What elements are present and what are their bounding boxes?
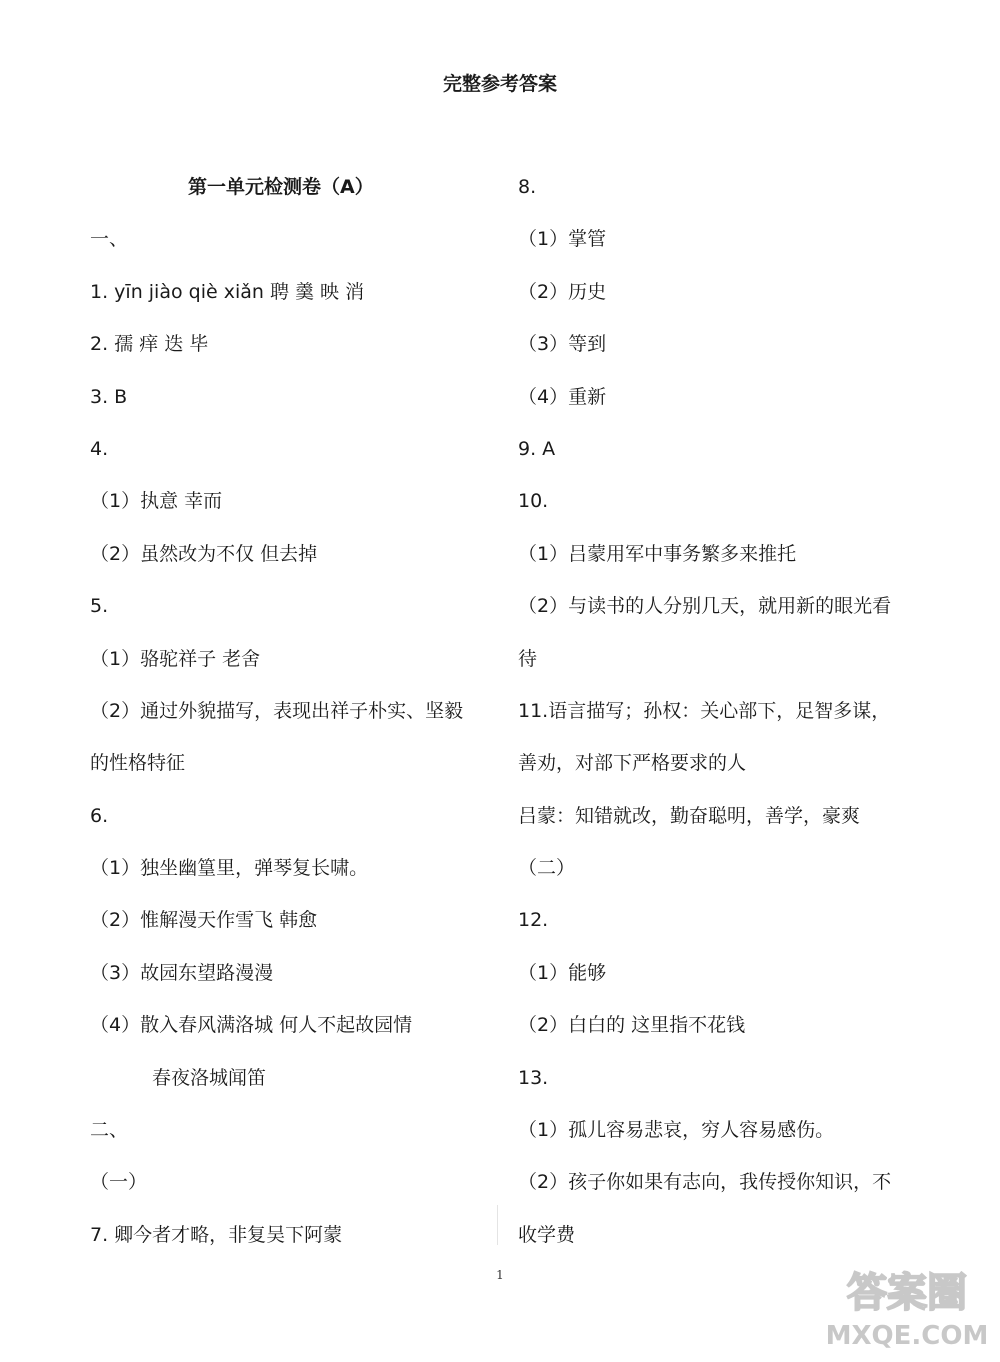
answer-line: 3. B [90,385,128,408]
answer-line: 8. [518,176,537,198]
answer-line: 11.语言描写；孙权：关心部下，足智多谋， [518,699,891,722]
answer-line: （2）通过外貌描写，表现出祥子朴实、坚毅 [90,699,464,722]
answer-line: （3）故园东望路漫漫 [90,961,274,984]
right-answer-column [518,161,918,1261]
answer-line: （2）孩子你如果有志向，我传授你知识，不 [518,1171,892,1194]
answer-line: 吕蒙：知错就改，勤奋聪明，善学，豪爽 [518,804,861,827]
answer-line: （1）执意 幸而 [90,490,223,513]
answer-line: （1）吕蒙用军中事务繁多来推托 [518,542,797,565]
answer-line: （1）独坐幽篁里，弹琴复长啸。 [90,857,369,880]
answer-line: 善劝，对部下严格要求的人 [518,752,747,775]
answer-line: 的性格特征 [90,752,186,775]
answer-line: 4. [90,437,109,460]
watermark-top-text: 答案圈 [847,1270,967,1316]
answer-line: 待 [518,647,538,670]
section-title: 第一单元检测卷（A） [188,176,374,198]
answer-line: （4）重新 [518,385,607,408]
answer-line: 10. [518,490,549,513]
watermark-logo [819,1254,994,1354]
page-number: 1 [496,1268,504,1282]
answer-line: 7. 卿今者才略，非复吴下阿蒙 [90,1223,343,1246]
answer-line: （1）孤儿容易悲哀，穷人容易感伤。 [518,1119,835,1142]
answer-line: 2. 孺 痒 迭 毕 [90,333,209,356]
answer-line: （2）与读书的人分别几天，就用新的眼光看 [518,595,892,618]
answer-line: （1）掌管 [518,228,607,251]
answer-line: 9. A [518,437,556,460]
answer-line: 二、 [90,1119,129,1142]
page-title: 完整参考答案 [442,73,557,95]
answer-line: （2）惟解漫天作雪飞 韩愈 [90,909,318,932]
answer-line: 6. [90,804,109,827]
answer-line: 13. [518,1066,549,1089]
answer-line: （一） [90,1171,148,1194]
answer-line: （1）骆驼祥子 老舍 [90,647,261,670]
watermark-icon [819,1254,994,1354]
column-divider [497,1205,498,1245]
answer-line: （3）等到 [518,333,607,356]
answer-line: （4）散入春风满洛城 何人不起故园情 [90,1014,413,1037]
answer-line: （1）能够 [518,961,607,984]
answer-line: 1. yīn jiào qiè xiǎn 聘 羹 映 消 [90,280,365,303]
answer-line: 12. [518,909,549,932]
answer-line: （2）历史 [518,280,607,303]
poem-source-line: 春夜洛城闻笛 [152,1066,267,1089]
answer-line: 收学费 [518,1223,576,1246]
watermark-bottom-text: MXQE.COM [825,1321,989,1351]
answer-line: 一、 [90,228,129,251]
answer-line: （2）虽然改为不仅 但去掉 [90,542,318,565]
answer-line: 5. [90,595,109,618]
answer-line: （二） [518,857,576,880]
answer-line: （2）白白的 这里指不花钱 [518,1014,746,1037]
left-answer-column [90,161,500,1261]
